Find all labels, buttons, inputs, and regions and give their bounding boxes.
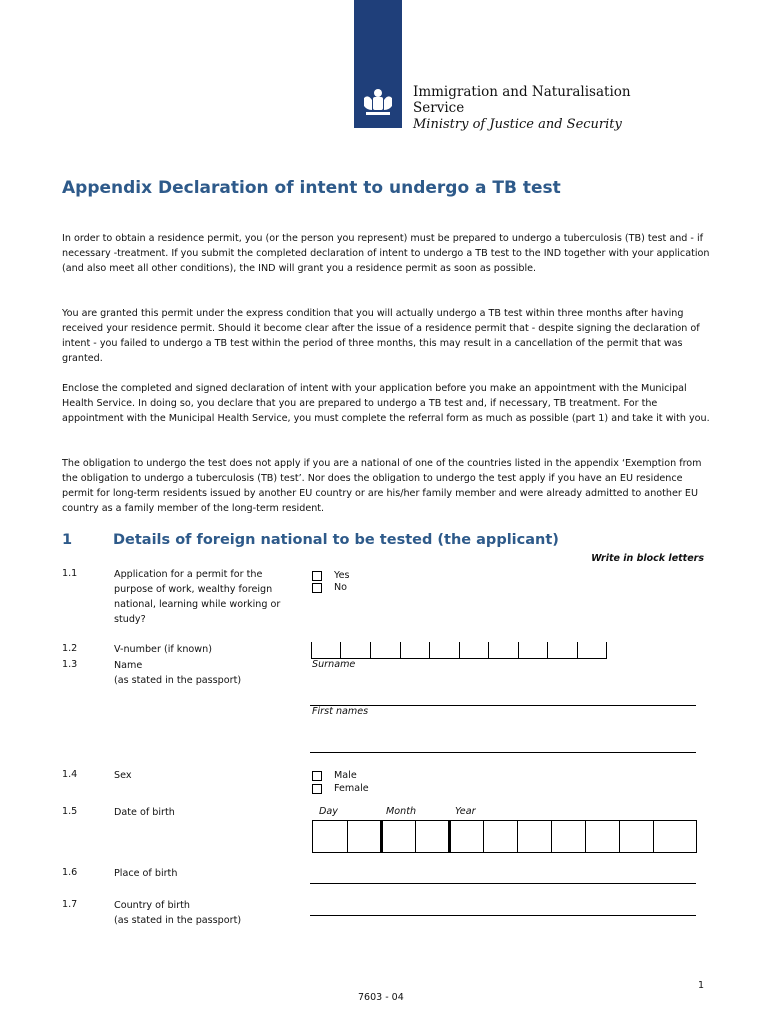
option-yes[interactable] — [312, 570, 350, 581]
intro-paragraph-3: Enclose the completed and signed declaration of intent with your application before you make an appointment with the Municipal Health Service. In doing so, you declare that you are prepared to undergo a TB test and, if necessary, TB treatment. For the appointment with the Municipal Health Service, you must complete the referral form as much as possible (part 1) and take it with you. — [62, 383, 710, 424]
day-label: Day — [319, 806, 338, 817]
option-female[interactable] — [312, 783, 369, 794]
option-label-male: Male — [334, 770, 357, 781]
intro-paragraph-1: In order to obtain a residence permit, you (or the person you represent) must be prepared to undergo a tuberculosis (TB) test and - if necessary -treatment. If you submit the completed declaration of intent to undergo a TB test to the IND together with your application (and also meet all other conditions), the IND will grant you a residence permit as soon as possible. — [62, 233, 710, 274]
option-male[interactable] — [312, 770, 357, 781]
option-label-no: No — [334, 582, 348, 593]
checkbox-no[interactable] — [312, 583, 322, 593]
form-number: 7603 - 04 — [358, 992, 404, 1003]
intro-paragraph-4: The obligation to undergo the test does not apply if you are a national of one of the countries listed in the appendix ‘Exemption from the obligation to undergo a tuberculosis (TB) test’. Nor does the obligation to undergo the test apply if you have an EU residence permit for long-term residents issued by another EU country or are his/her family member and were already admitted to another EU country as a family member of the long-term resident. — [62, 458, 702, 514]
question-label-place-of-birth: Place of birth — [114, 868, 178, 879]
checkbox-female[interactable] — [312, 784, 322, 794]
question-number: 1.3 — [62, 659, 78, 670]
question-label-permit-purpose: Application for a permit for the purpose of work, wealthy foreign national, learning while working or study? — [114, 569, 281, 625]
ministry-name: Ministry of Justice and Security — [413, 117, 622, 132]
page-title: Appendix Declaration of intent to undergo a TB test — [62, 178, 561, 198]
checkbox-male[interactable] — [312, 771, 322, 781]
date-of-birth-input[interactable] — [312, 820, 697, 853]
section-title: Details of foreign national to be tested (the applicant) — [113, 532, 559, 548]
intro-paragraph-2: You are granted this permit under the express condition that you will actually undergo a TB test within three months after having received your residence permit. Should it become clear after the issue of a residence permit that - despite signing the declaration of intent - you failed to undergo a TB test within the period of three months, this may result in a cancellation of the permit that was granted. — [62, 308, 700, 364]
question-number: 1.6 — [62, 867, 78, 878]
question-label-sex: Sex — [114, 770, 132, 781]
question-label-date-of-birth: Date of birth — [114, 807, 175, 818]
question-label-v-number: V-number (if known) — [114, 644, 212, 655]
year-label: Year — [455, 806, 476, 817]
block-letters-note: Write in block letters — [591, 553, 704, 564]
question-label-country-of-birth: Country of birth — [114, 900, 191, 911]
question-label-country-note: (as stated in the passport) — [114, 915, 242, 926]
section-number: 1 — [62, 532, 73, 548]
option-no[interactable] — [312, 582, 347, 593]
question-number: 1.5 — [62, 806, 78, 817]
option-label-yes: Yes — [334, 570, 350, 581]
country-of-birth-input[interactable] — [310, 915, 696, 916]
checkbox-yes[interactable] — [312, 571, 322, 581]
first-names-input[interactable] — [310, 752, 696, 753]
question-label-name-note: (as stated in the passport) — [114, 675, 242, 686]
question-label-name: Name — [114, 660, 143, 671]
page-number: 1 — [698, 980, 705, 991]
first-names-label: First names — [312, 706, 369, 717]
v-number-input[interactable] — [311, 642, 607, 659]
option-label-female: Female — [334, 783, 369, 794]
question-number: 1.4 — [62, 769, 78, 780]
org-name-line2: Service — [413, 100, 465, 116]
month-label: Month — [386, 806, 417, 817]
royal-crest-icon — [360, 84, 396, 120]
org-name: Immigration and Naturalisation — [413, 84, 631, 100]
question-number: 1.7 — [62, 899, 78, 910]
question-number: 1.2 — [62, 643, 78, 654]
place-of-birth-input[interactable] — [310, 883, 696, 884]
question-number: 1.1 — [62, 568, 78, 579]
surname-label: Surname — [312, 659, 356, 670]
